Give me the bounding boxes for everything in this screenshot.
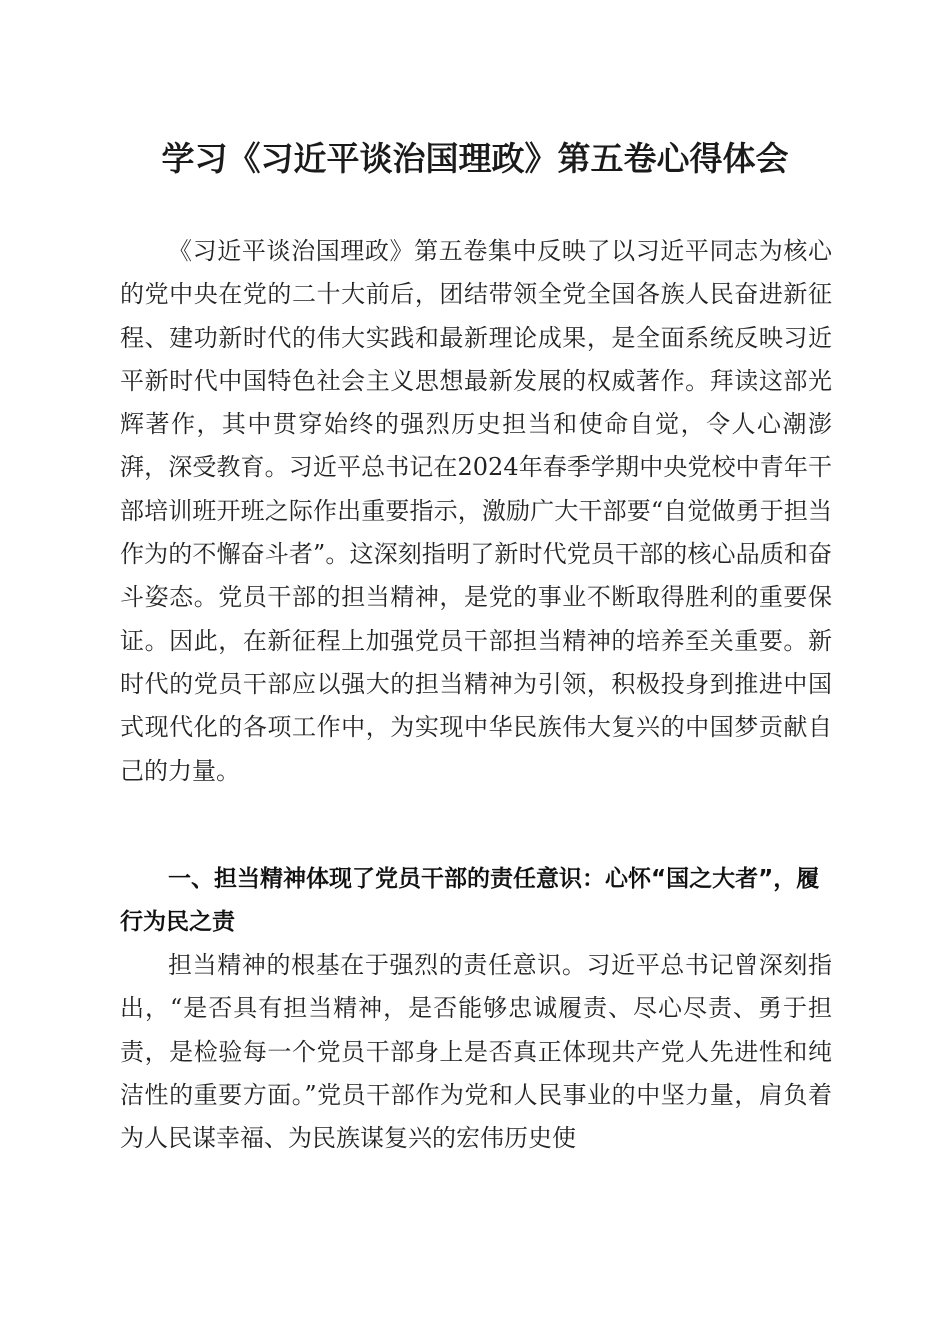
document-title: 学习《习近平谈治国理政》第五卷心得体会 — [161, 139, 789, 178]
section-paragraph: 担当精神的根基在于强烈的责任意识。习近平总书记曾深刻指出，“是否具有担当精神，是否能够忠诚履责、尽心尽责、勇于担责，是检验每一个党员干部身上是否真正体现共产党人先进性和纯洁性的重要方面。”党员干部作为党和人民事业的中坚力量，肩负着为人民谋幸福、为民族谋复兴的宏伟历史使 — [120, 951, 832, 1153]
intro-paragraph: 《习近平谈治国理政》第五卷集中反映了以习近平同志为核心的党中央在党的二十大前后，团结带领全党全国各族人民奋进新征程、建功新时代的伟大实践和最新理论成果，是全面系统反映习近平新时代中国特色社会主义思想最新发展的权威著作。拜读这部光辉著作，其中贯穿始终的强烈历史担当和使命自觉，令人心潮澎湃，深受教育。习近平总书记在2024年春季学期中央党校中青年干部培训班开班之际作出重要指示，激励广大干部要“自觉做勇于担当作为的不懈奋斗者”。这深刻指明了新时代党员干部的核心品质和奋斗姿态。党员干部的担当精神，是党的事业不断取得胜利的重要保证。因此，在新征程上加强党员干部担当精神的培养至关重要。新时代的党员干部应以强大的担当精神为引领，积极投身到推进中国式现代化的各项工作中，为实现中华民族伟大复兴的中国梦贡献自己的力量。 — [120, 237, 832, 785]
section-heading: 一、担当精神体现了党员干部的责任意识：心怀“国之大者”，履行为民之责 — [120, 866, 820, 935]
